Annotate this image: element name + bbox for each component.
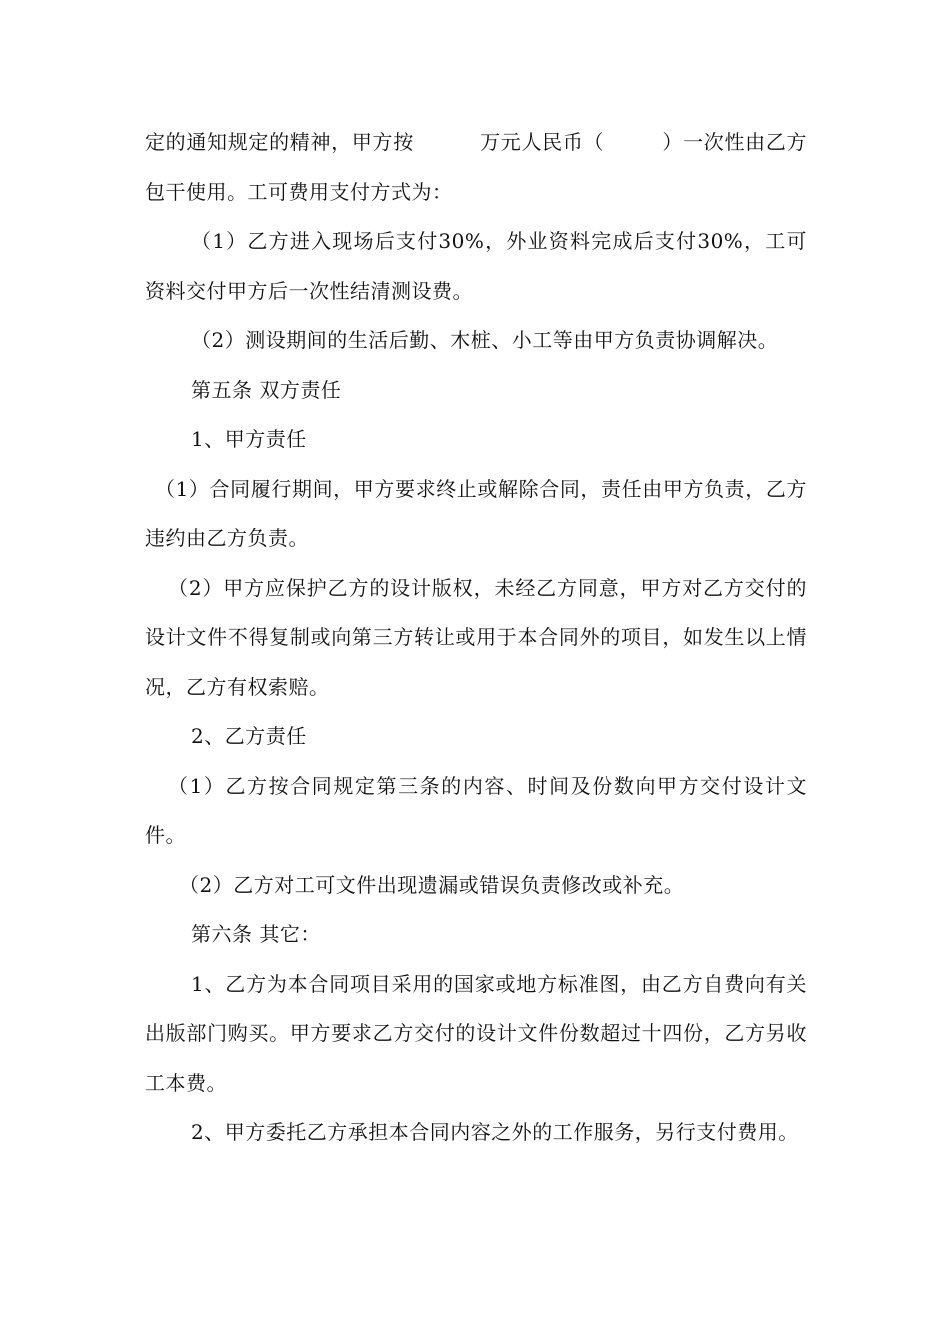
paragraph-payment-item-2: （2）测设期间的生活后勤、木桩、小工等由甲方负责协调解决。 [191,328,779,352]
other-item-2: 2、甲方委托乙方承担本合同内容之外的工作服务，另行支付费用。 [191,1120,799,1144]
paragraph-text: 万元人民币（ [479,130,605,154]
party-b-duty-item-2: （2）乙方对工可文件出现遗漏或错误负责修改或补充。 [179,872,685,897]
other-item-1: 1、乙方为本合同项目采用的国家或地方标准图，由乙方自费向有关出版部门购买。甲方要求乙方交付的设计文件份数超过十四份，乙方另收工本费。 [145,971,807,1095]
article-six-heading: 第六条 其它： [191,922,321,946]
paragraph-text: ）一次性由乙方包干使用。工可费用支付方式为： [145,130,808,204]
party-b-duty-heading: 2、乙方责任 [191,724,307,748]
document-body [145,118,807,1158]
paragraph-payment-item-1: （1）乙方进入现场后支付30%，外业资料完成后支付30%，工可资料交付甲方后一次性结清测设费。 [145,229,807,303]
party-a-duty-item-2: （2）甲方应保护乙方的设计版权，未经乙方同意，甲方对乙方交付的设计文件不得复制或向第三方转让或用于本合同外的项目，如发生以上情况，乙方有权索赔。 [145,575,807,699]
party-b-duty-item-1: （1）乙方按合同规定第三条的内容、时间及份数向甲方交付设计文件。 [145,773,807,847]
party-a-duty-item-1: （1）合同履行期间，甲方要求终止或解除合同，责任由甲方负责，乙方违约由乙方负责。 [145,476,807,550]
paragraph-payment-terms [145,118,807,217]
article-five-heading: 第五条 双方责任 [191,377,342,402]
paragraph-text: 定的通知规定的精神，甲方按 [145,130,414,154]
party-a-duty-heading: 1、甲方责任 [191,427,307,451]
